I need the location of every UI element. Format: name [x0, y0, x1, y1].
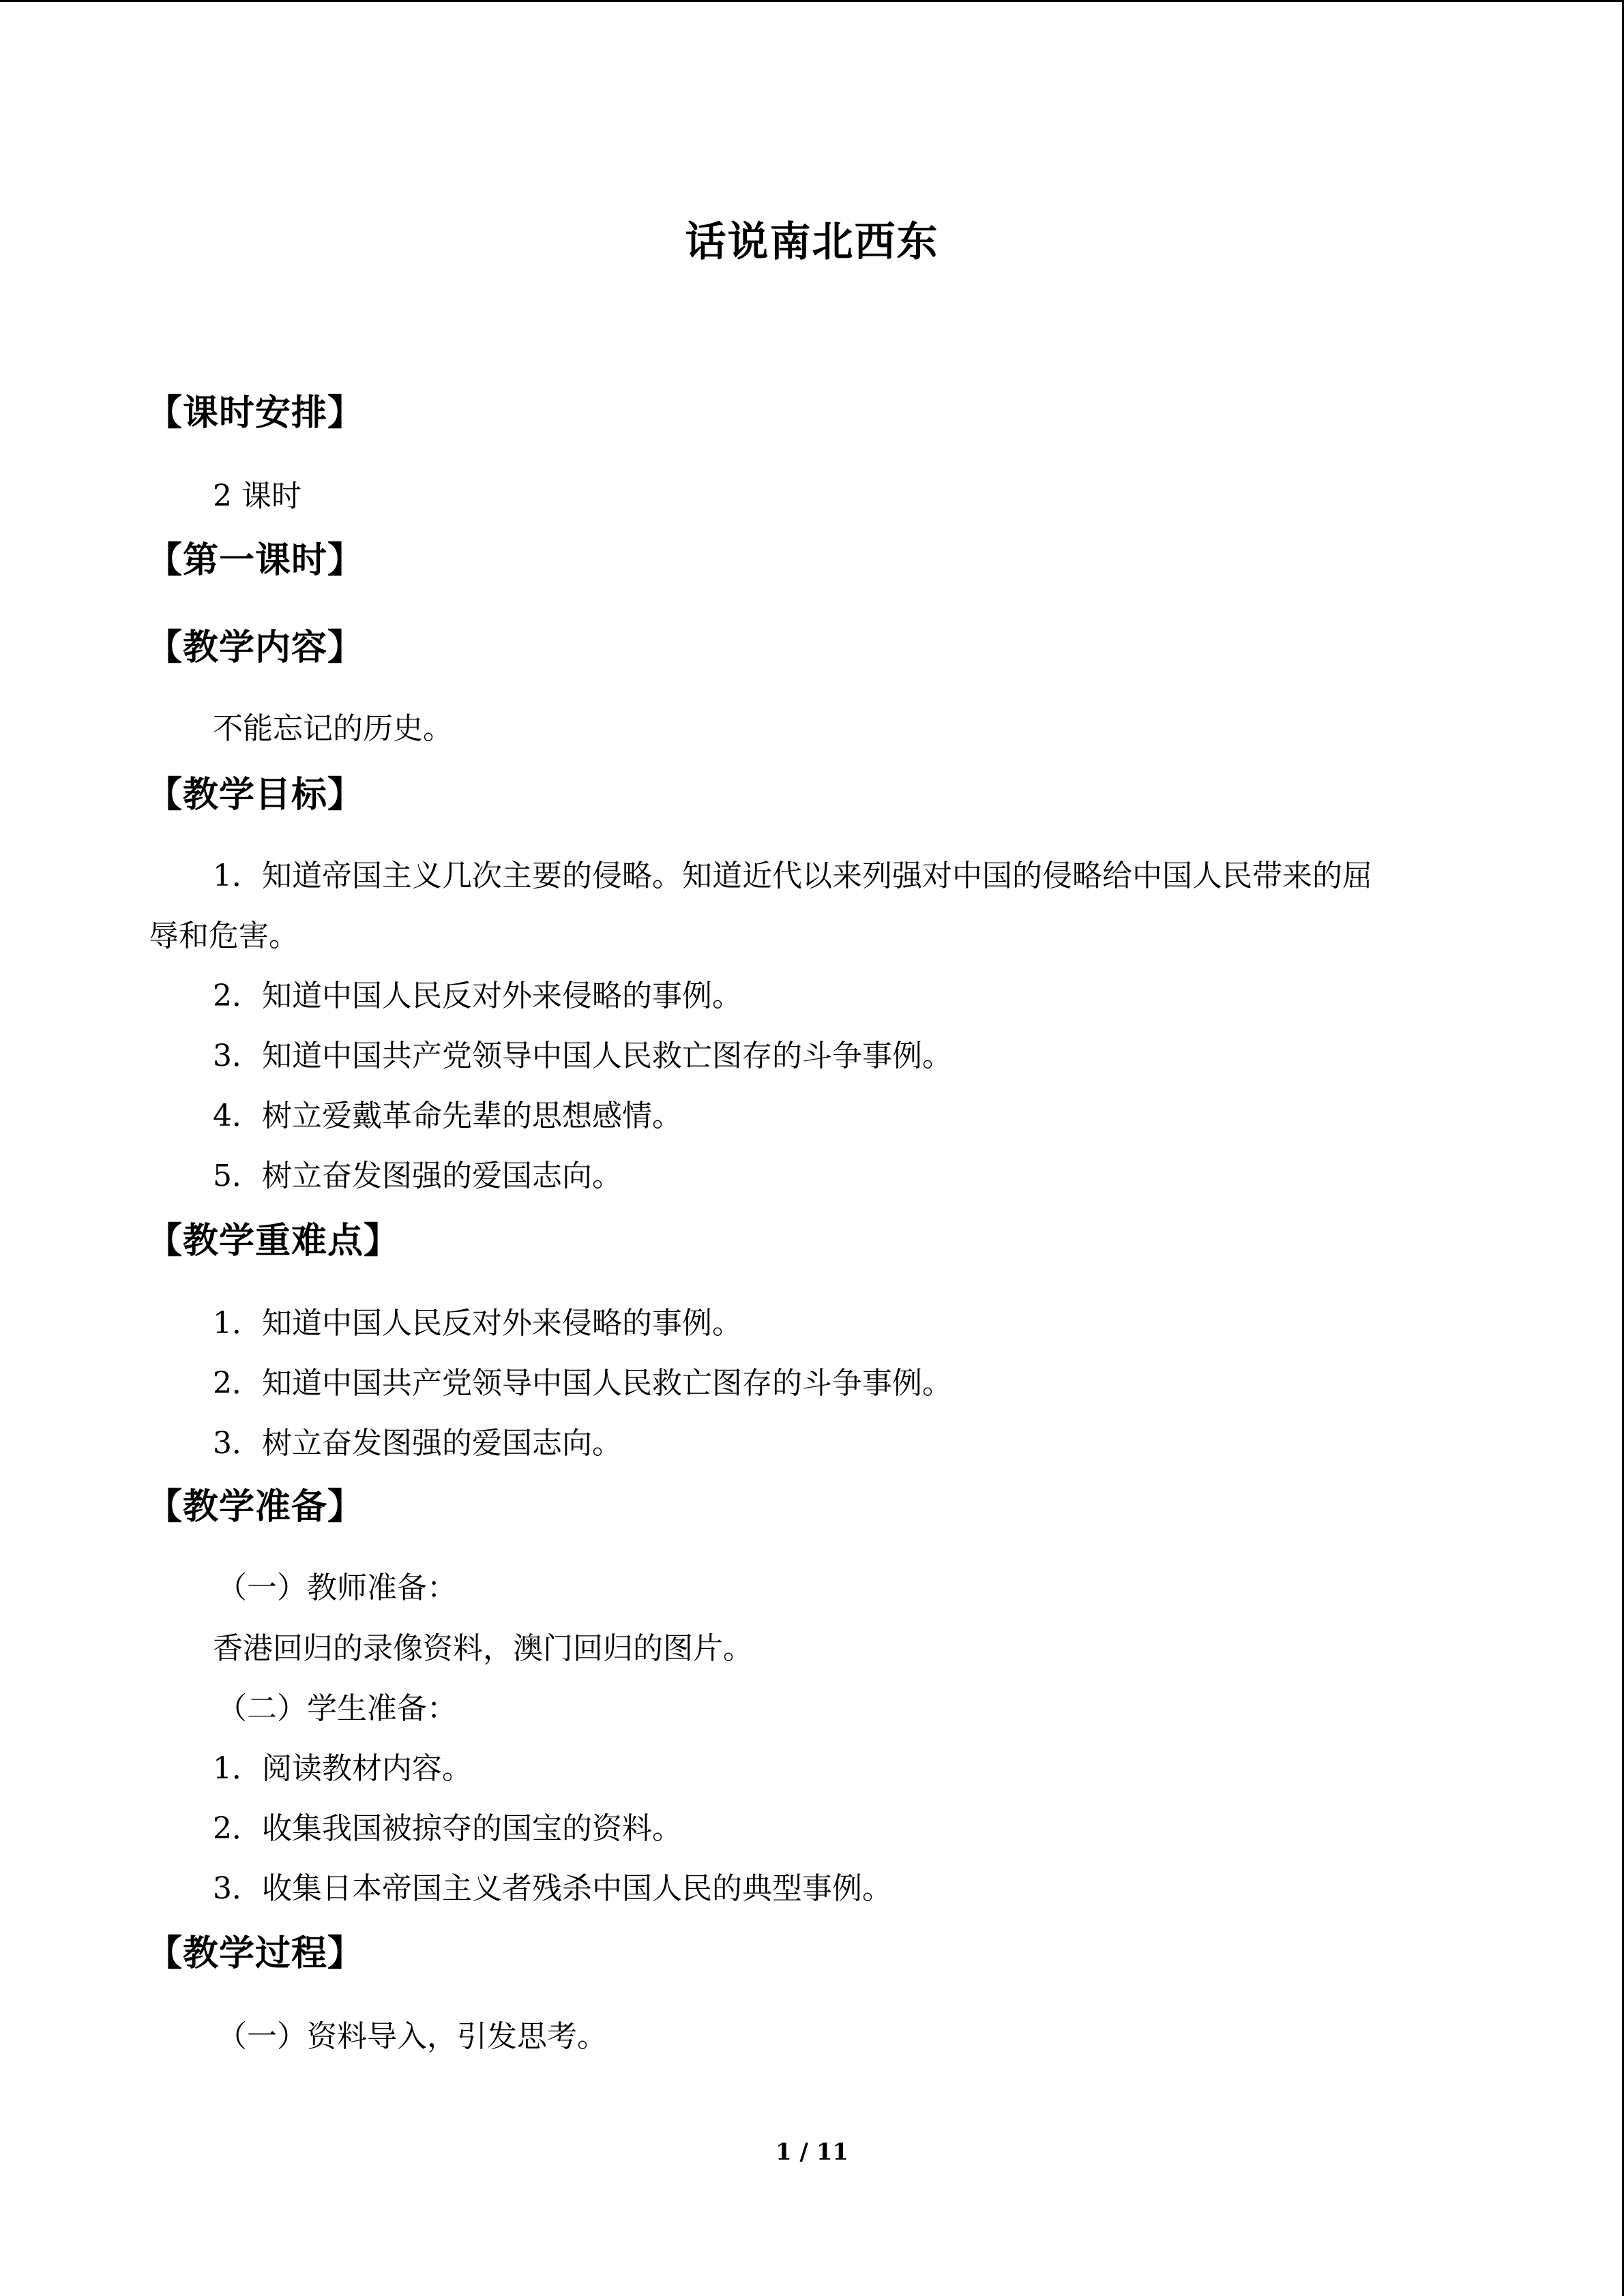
- key-point-line-1: 1．知道中国人民反对外来侵略的事例。: [213, 1306, 742, 1341]
- page-number: 1 / 11: [775, 2138, 849, 2166]
- section-heading-preparation: 【教学准备】: [147, 1487, 364, 1527]
- key-point-line-3: 3．树立奋发图强的爱国志向。: [213, 1426, 622, 1461]
- preparation-student-heading: （二）学生准备：: [217, 1691, 457, 1726]
- goal-line-4: 4．树立爱戴革命先辈的思想感情。: [213, 1099, 682, 1133]
- section-heading-process: 【教学过程】: [147, 1933, 364, 1974]
- preparation-student-line-2: 2．收集我国被掠夺的国宝的资料。: [213, 1811, 682, 1846]
- goal-line-1: 1．知道帝国主义几次主要的侵略。知道近代以来列强对中国的侵略给中国人民带来的屈: [213, 859, 1372, 893]
- key-point-line-2: 2．知道中国共产党领导中国人民救亡图存的斗争事例。: [213, 1366, 952, 1401]
- section-heading-goals: 【教学目标】: [147, 775, 364, 816]
- document-title: 话说南北西东: [685, 218, 939, 266]
- goal-line-3: 3．知道中国共产党领导中国人民救亡图存的斗争事例。: [213, 1039, 952, 1073]
- section-heading-first-lesson: 【第一课时】: [147, 540, 364, 581]
- process-line-1: （一）资料导入，引发思考。: [217, 2019, 607, 2054]
- goal-line-1-continued: 辱和危害。: [149, 919, 299, 953]
- section-heading-content: 【教学内容】: [147, 627, 364, 668]
- section-heading-key-points: 【教学重难点】: [147, 1221, 400, 1262]
- content-line: 不能忘记的历史。: [213, 711, 453, 746]
- goal-line-5: 5．树立奋发图强的爱国志向。: [213, 1159, 622, 1193]
- preparation-student-line-1: 1．阅读教材内容。: [213, 1751, 472, 1786]
- goal-line-2: 2．知道中国人民反对外来侵略的事例。: [213, 979, 742, 1013]
- preparation-student-line-3: 3．收集日本帝国主义者残杀中国人民的典型事例。: [213, 1871, 892, 1906]
- section-heading-schedule: 【课时安排】: [147, 393, 364, 434]
- preparation-teacher-heading: （一）教师准备：: [217, 1570, 457, 1605]
- schedule-line: 2 课时: [213, 479, 301, 513]
- preparation-teacher-line: 香港回归的录像资料，澳门回归的图片。: [213, 1631, 753, 1666]
